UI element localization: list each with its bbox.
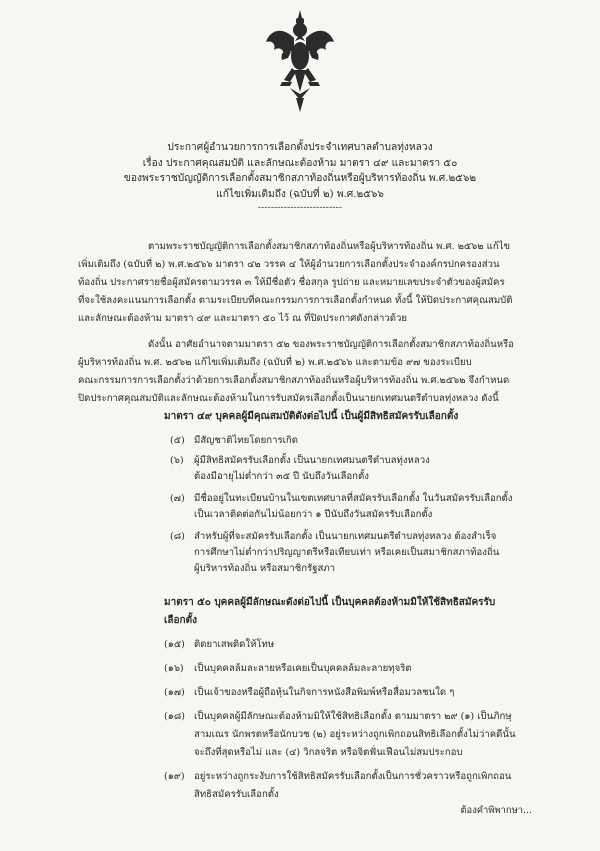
section50-item-text: สิทธิสมัครรับเลือกตั้ง	[194, 789, 279, 800]
section49-item-number: (๖)	[170, 455, 184, 466]
paragraph2-line: คณะกรรมการการเลือกตั้งว่าด้วยการเลือกตั้งสมาชิกสภาท้องถิ่นหรือผู้บริหารท้องถิ่น พ.ศ.๒๕๖๒ จึงกำหนด	[78, 375, 510, 386]
paragraph2-line: ดังนั้น อาศัยอำนาจตามมาตรา ๕๒ ของพระราชบัญญัติการเลือกตั้งสมาชิกสภาท้องถิ่นหรือ	[148, 339, 514, 350]
section50-item-number: (๑๖)	[164, 663, 184, 674]
section49-item-number: (๗)	[170, 493, 185, 504]
section50-heading: เลือกตั้ง	[164, 615, 197, 626]
paragraph1-line: ท้องถิ่น ประกาศรายชื่อผู้สมัครตามวรรค ๓ ให้มีชื่อตัว ชื่อสกุล รูปถ่าย และหมายเลขประจำตัวของผู้สมัคร	[78, 277, 505, 288]
section49-item-text: มีชื่ออยู่ในทะเบียนบ้านในเขตเทศบาลที่สมัครรับเลือกตั้ง ในวันสมัครรับเลือกตั้ง	[194, 493, 513, 504]
header-separator: --------------------------	[257, 203, 343, 214]
section50-item-number: (๑๕)	[164, 639, 185, 650]
section50-item-text: เป็นบุคคลล้มละลายหรือเคยเป็นบุคคลล้มละลายทุจริต	[194, 663, 412, 674]
paragraph2-line: ผู้บริหารท้องถิ่น พ.ศ. ๒๕๖๒ แก้ไขเพิ่มเติมถึง (ฉบับที่ ๒) พ.ศ.๒๕๖๖ และตามข้อ ๙๗ ของระเบียบ	[78, 357, 472, 368]
paragraph1-line: เพิ่มเติมถึง (ฉบับที่ ๒) พ.ศ.๒๕๖๖ มาตรา ๔๒ วรรค ๔ ให้ผู้อำนวยการเลือกตั้งประจำองค์กรปกครองส่วน	[78, 259, 500, 270]
announcement-header	[60, 140, 540, 215]
section49-heading: มาตรา ๔๙ บุคคลผู้มีคุณสมบัติดังต่อไปนี้ เป็นผู้มีสิทธิสมัครรับเลือกตั้ง	[164, 411, 459, 422]
section50-item-text: ติดยาเสพติดให้โทษ	[194, 639, 275, 650]
paragraph1-line: ที่จะใช้ลงคะแนนการเลือกตั้ง ตามระเบียบที่คณะกรรมการการเลือกตั้งกำหนด ทั้งนี้ ให้ปิดประกาศคุณสมบัติ	[78, 295, 513, 306]
paragraph1-line: และลักษณะต้องห้าม มาตรา ๔๙ และมาตรา ๕๐ ไว้ ณ ที่ปิดประกาศดังกล่าวด้วย	[78, 313, 407, 324]
header-title: ประกาศผู้อำนวยการการเลือกตั้งประจำเทศบาลตำบลทุ่งหลวง	[167, 142, 433, 153]
section50-heading: มาตรา ๕๐ บุคคลผู้มีลักษณะดังต่อไปนี้ เป็นบุคคลต้องห้ามมิให้ใช้สิทธิสมัครรับ	[164, 597, 496, 608]
section49-item-text: ต้องมีอายุไม่ต่ำกว่า ๓๕ ปี นับถึงวันเลือกตั้ง	[194, 471, 369, 482]
section50-item-number: (๑๙)	[164, 771, 185, 782]
paragraph2-line: ปิดประกาศคุณสมบัติและลักษณะต้องห้ามในการรับสมัครเลือกตั้งเป็นนายกเทศมนตรีตำบลทุ่งหลวง ดังนี้	[78, 393, 499, 404]
header-subject: เรื่อง ประกาศคุณสมบัติ และลักษณะต้องห้าม มาตรา ๔๙ และมาตรา ๕๐	[142, 157, 458, 169]
section49-item-number: (๕)	[170, 435, 185, 446]
section49-item-text: ผู้บริหารท้องถิ่น หรือสมาชิกรัฐสภา	[194, 563, 336, 574]
continuation-note: ต้องคำพิพากษา...	[460, 805, 532, 816]
header-amendment: แก้ไขเพิ่มเติมถึง (ฉบับที่ ๒) พ.ศ.๒๕๖๖	[216, 188, 384, 200]
section49-item-text: สำหรับผู้ที่จะสมัครรับเลือกตั้ง เป็นนายกเทศมนตรีตำบลทุ่งหลวง ต้องสำเร็จ	[194, 531, 497, 542]
section50-item-text: จะถึงที่สุดหรือไม่ และ (๔) วิกลจริต หรือจิตฟั่นเฟือนไม่สมประกอบ	[194, 747, 463, 758]
paragraph1-line: ตามพระราชบัญญัติการเลือกตั้งสมาชิกสภาท้องถิ่นหรือผู้บริหารท้องถิ่น พ.ศ. ๒๕๖๒ แก้ไข	[148, 241, 511, 252]
section50-item-text: อยู่ระหว่างถูกระงับการใช้สิทธิสมัครรับเลือกตั้งเป็นการชั่วคราวหรือถูกเพิกถอน	[194, 771, 512, 782]
section49-item-text: มีสัญชาติไทยโดยการเกิด	[194, 435, 298, 446]
section50-item-text: สามเณร นักพรตหรือนักบวช (๒) อยู่ระหว่างถูกเพิกถอนสิทธิเลือกตั้งไม่ว่าคดีนั้น	[194, 729, 516, 740]
section50-item-number: (๑๘)	[164, 711, 185, 722]
section49-item-number: (๘)	[170, 531, 185, 542]
section49-item-text: การศึกษาไม่ต่ำกว่าปริญญาตรีหรือเทียบเท่า หรือเคยเป็นสมาชิกสภาท้องถิ่น	[194, 547, 500, 558]
section50-item-number: (๑๗)	[164, 687, 185, 698]
section50-item-text: เป็นบุคคลผู้มีลักษณะต้องห้ามมิให้ใช้สิทธิเลือกตั้ง ตามมาตรา ๒๙ (๑) เป็นภิกษุ	[194, 711, 512, 722]
section49-item-text: ผู้มีสิทธิสมัครรับเลือกตั้ง เป็นนายกเทศมนตรีตำบลทุ่งหลวง	[194, 455, 430, 466]
header-act: ของพระราชบัญญัติการเลือกตั้งสมาชิกสภาท้องถิ่นหรือผู้บริหารท้องถิ่น พ.ศ.๒๕๖๒	[123, 173, 477, 185]
garuda-emblem-icon	[264, 8, 336, 114]
section50-item-text: เป็นเจ้าของหรือผู้ถือหุ้นในกิจการหนังสือพิมพ์หรือสื่อมวลชนใด ๆ	[194, 687, 455, 698]
section49-item-text: เป็นเวลาติดต่อกันไม่น้อยกว่า ๑ ปีนับถึงวันสมัครรับเลือกตั้ง	[194, 509, 433, 520]
